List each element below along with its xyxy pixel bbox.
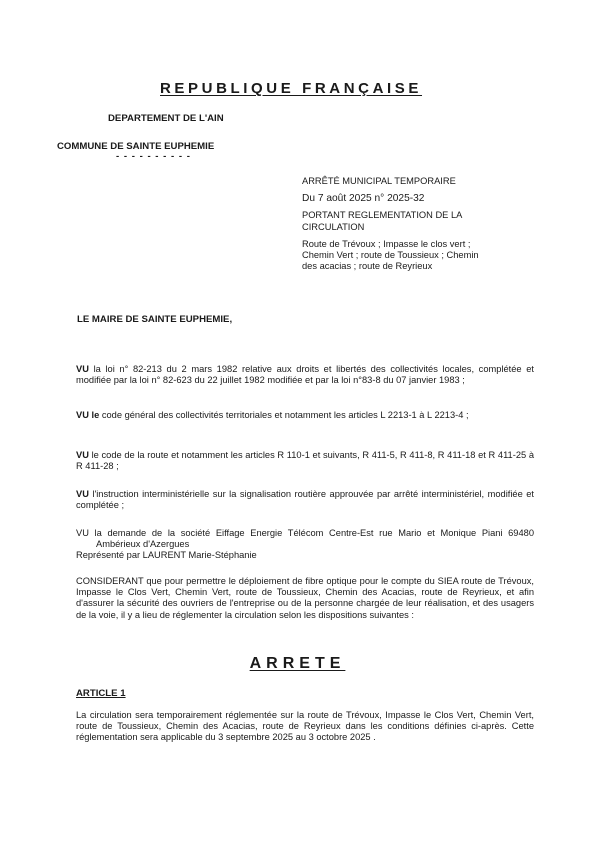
- roads-line1: Route de Trévoux ; Impasse le clos vert ;: [302, 238, 471, 249]
- visa-prefix: VU le: [76, 410, 100, 420]
- visa-prefix: VU: [76, 450, 89, 460]
- arrete-type: ARRÊTÉ MUNICIPAL TEMPORAIRE: [302, 176, 456, 186]
- considerant-paragraph: CONSIDERANT que pour permettre le déploiement de fibre optique pour le compte du SIEA route de Trévoux, Impasse le Clos Vert, Chemin Vert, route de Toussieux, Chemin des Acacias, route de Reyrieux, et afin d'assurer la sécurité des ouvriers de l'entreprise ou de la personne chargée de leur réalisation, et des usagers de la voie, il y a lieu de réglementer la circulation selon les dispositions suivantes :: [76, 576, 534, 620]
- visa-representative: Représenté par LAURENT Marie-Stéphanie: [76, 550, 257, 561]
- visa-prefix: VU: [76, 364, 89, 374]
- visa-prefix: VU: [76, 489, 89, 499]
- visa-text: la loi n° 82-213 du 2 mars 1982 relative aux droits et libertés des collectivités locales, complétée et modifiée par la loi n° 82-623 du 22 juillet 1982 modifiée et par la loi n°83-8 du 07 janvier 1983 ;: [76, 364, 534, 386]
- visa-paragraph-4: [76, 489, 534, 511]
- commune-heading: COMMUNE DE SAINTE EUPHEMIE: [57, 141, 215, 152]
- visa-request-text: VU la demande de la société Eiffage Energie Télécom Centre-Est rue Mario et Monique Piani 69480 Ambérieux d'Azergues: [76, 528, 534, 550]
- arrete-date-number: Du 7 août 2025 n° 2025-32: [302, 193, 425, 205]
- visa-paragraph-1: [76, 364, 534, 386]
- roads-line3: des acacias ; route de Reyrieux: [302, 261, 433, 272]
- department-heading: DEPARTEMENT DE L'AIN: [108, 113, 224, 124]
- visa-paragraph-2: [76, 410, 534, 421]
- maire-heading: LE MAIRE DE SAINTE EUPHEMIE,: [77, 314, 233, 325]
- arrete-info-block: [302, 176, 532, 272]
- visa-text: code général des collectivités territoriales et notamment les articles L 2213-1 à L 2213-4 ;: [99, 410, 469, 420]
- visa-paragraph-3: [76, 450, 534, 472]
- arrete-heading: [0, 655, 595, 673]
- article-1-text: La circulation sera temporairement réglementée sur la route de Trévoux, Impasse le Clos Vert, Chemin Vert, route de Toussieux, Chemin des Acacias, route de Reyrieux dans les conditions définies ci-après. Cette réglementation sera applicable du 3 septembre 2025 au 3 octobre 2025 .: [76, 710, 534, 743]
- separator-dashes: - - - - - - - - - -: [116, 151, 191, 162]
- visa-paragraph-5: [76, 528, 534, 562]
- visa-text: le code de la route et notamment les articles R 110-1 et suivants, R 411-5, R 411-8, R 411-18 et R 411-25 à R 411-28 ;: [76, 450, 534, 472]
- republic-title: REPUBLIQUE FRANÇAISE: [160, 80, 423, 97]
- arrete-subject-line2: CIRCULATION: [302, 221, 365, 232]
- article-1-title: ARTICLE 1: [76, 688, 126, 699]
- roads-line2: Chemin Vert ; route de Toussieux ; Chemin: [302, 250, 479, 261]
- arrete-subject-line1: PORTANT REGLEMENTATION DE LA: [302, 210, 463, 221]
- arrete-heading-text: ARRETE: [249, 655, 346, 672]
- visa-text: l'instruction interministérielle sur la signalisation routière approuvée par arrêté interministériel, modifiée et complétée ;: [76, 489, 534, 511]
